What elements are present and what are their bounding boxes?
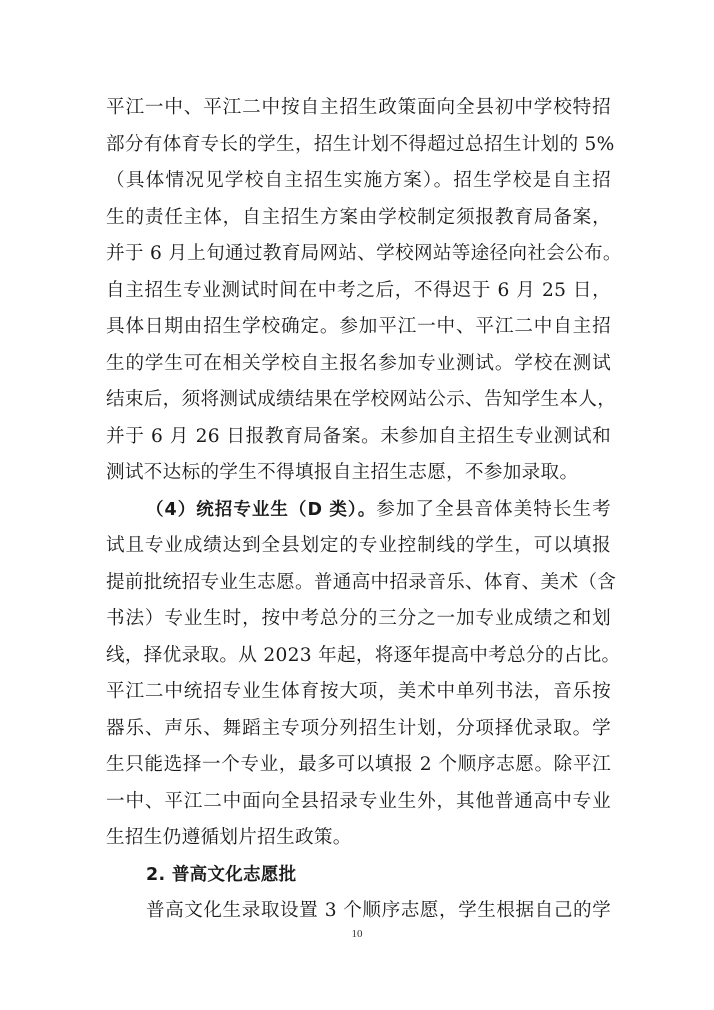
text-line: 结束后，须将测试成绩结果在学校网站公示、告知学生本人，: [106, 389, 617, 410]
item-heading-d-category: （4）统招专业生（D 类）。: [146, 499, 377, 520]
text-line: （具体情况见学校自主招生实施方案）。招生学校是自主招: [106, 170, 611, 191]
text-line: 并于 6 月 26 日报教育局备案。未参加自主招生专业测试和: [106, 425, 611, 447]
text-line: 平江二中统招专业生体育按大项，美术中单列书法，音乐按: [106, 681, 611, 702]
text-line: 平江一中、平江二中按自主招生政策面向全县初中学校特招: [106, 97, 611, 118]
paragraph-unified-specialty: [106, 492, 621, 857]
text-line: 具体日期由招生学校确定。参加平江一中、平江二中自主招: [106, 316, 611, 337]
paragraph-self-recruitment: [106, 90, 622, 492]
text-span: 参加了全县音体美特长生考: [376, 498, 611, 520]
text-line: 生的学生可在相关学校自主报名参加专业测试。学校在测试: [106, 352, 611, 374]
text-line: 线，择优录取。从 2023 年起，将逐年提高中考总分的占比。: [106, 644, 621, 666]
page-number: 10: [351, 928, 363, 940]
text-line: 部分有体育专长的学生，招生计划不得超过总招生计划的 5%: [106, 133, 615, 155]
section-heading: 2. 普高文化志愿批: [146, 864, 297, 885]
text-line: 生只能选择一个专业，最多可以填报 2 个顺序志愿。除平江: [106, 754, 611, 775]
paragraph-culture-batch: [106, 893, 611, 930]
text-line: 提前批统招专业生志愿。普通高中招录音乐、体育、美术（含: [106, 571, 617, 593]
text-line: [106, 492, 611, 529]
text-line: 试且专业成绩达到全县划定的专业控制线的学生，可以填报: [106, 535, 611, 556]
text-line: 生的责任主体，自主招生方案由学校制定须报教育局备案，: [106, 206, 611, 228]
text-line: 自主招生专业测试时间在中考之后，不得迟于 6 月 25 日，: [106, 279, 611, 301]
text-line: 书法）专业生时，按中考总分的三分之一加专业成绩之和划: [106, 608, 611, 629]
text-line: 测试不达标的学生不得填报自主招生志愿，不参加录取。: [106, 462, 579, 483]
text-line: 生招生仍遵循划片招生政策。: [106, 827, 352, 848]
text-line: 器乐、声乐、舞蹈主专项分列招生计划，分项择优录取。学: [106, 717, 611, 739]
text-line: 并于 6 月上旬通过教育局网站、学校网站等途径向社会公布。: [106, 243, 622, 264]
text-line: 一中、平江二中面向全县招录专业生外，其他普通高中专业: [106, 790, 611, 812]
text-line: 普高文化生录取设置 3 个顺序志愿，学生根据自己的学: [146, 900, 611, 921]
document-body: [106, 90, 622, 930]
